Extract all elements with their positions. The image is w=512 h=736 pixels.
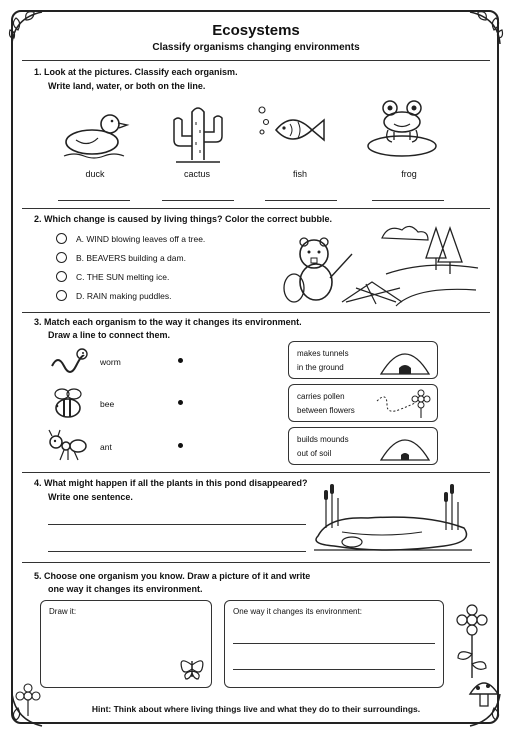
duck-icon xyxy=(62,106,132,162)
answer-line-fish[interactable] xyxy=(265,200,337,201)
divider xyxy=(22,472,490,473)
flower-path-icon xyxy=(375,389,431,419)
q5-prompt-line2: one way it changes its environment. xyxy=(48,584,203,594)
q1-prompt-line2: Write land, water, or both on the line. xyxy=(48,81,206,91)
answer-line-q5-2[interactable] xyxy=(233,669,435,670)
organism-label-frog: frog xyxy=(401,169,417,179)
answer-bubble-b[interactable] xyxy=(56,252,67,263)
q1-prompt-line1: 1. Look at the pictures. Classify each organism. xyxy=(34,67,238,77)
divider xyxy=(22,312,490,313)
beaver-dam-scene-icon xyxy=(286,218,486,310)
match-organism-ant: ant xyxy=(100,442,112,452)
organism-label-fish: fish xyxy=(292,169,307,179)
match-card-mounds[interactable] xyxy=(288,427,438,465)
divider xyxy=(22,208,490,209)
divider xyxy=(22,562,490,563)
option-a-text: A. WIND blowing leaves off a tree. xyxy=(76,234,206,244)
fish-icon xyxy=(256,104,328,154)
card-text: makes tunnels xyxy=(297,349,349,358)
tunnel-mound-icon xyxy=(379,346,431,376)
q4-prompt-line2: Write one sentence. xyxy=(48,492,133,502)
q4-prompt-line1: 4. What might happen if all the plants in this pond disappeared? xyxy=(34,478,308,488)
option-c-text: C. THE SUN melting ice. xyxy=(76,272,170,282)
flower-icon xyxy=(452,604,492,680)
match-organism-worm: worm xyxy=(100,357,121,367)
answer-line-cactus[interactable] xyxy=(162,200,234,201)
write-box-label: One way it changes its environment: xyxy=(233,607,362,616)
option-b-text: B. BEAVERS building a dam. xyxy=(76,253,186,263)
match-card-pollen[interactable] xyxy=(288,384,438,422)
hint-text: Hint: Think about where living things live and what they do to their surroundings. xyxy=(91,704,421,714)
answer-line-q5-1[interactable] xyxy=(233,643,435,644)
answer-line-q4-2[interactable] xyxy=(48,551,306,552)
cactus-icon xyxy=(172,102,224,164)
q3-prompt-line2: Draw a line to connect them. xyxy=(48,330,171,340)
answer-line-duck[interactable] xyxy=(58,200,130,201)
answer-bubble-a[interactable] xyxy=(56,233,67,244)
organism-label-cactus: cactus xyxy=(183,169,210,179)
bee-icon xyxy=(48,386,88,420)
card-text: in the ground xyxy=(297,363,344,372)
match-dot-worm[interactable] xyxy=(178,358,183,363)
organism-label-duck: duck xyxy=(85,169,105,179)
q3-prompt-line1: 3. Match each organism to the way it changes its environment. xyxy=(34,317,302,327)
answer-bubble-c[interactable] xyxy=(56,271,67,282)
page-title: Ecosystems xyxy=(212,22,300,39)
card-text: out of soil xyxy=(297,449,332,458)
q5-prompt-line1: 5. Choose one organism you know. Draw a picture of it and write xyxy=(34,571,311,581)
pond-scene-icon xyxy=(312,480,476,556)
frog-icon xyxy=(364,98,440,162)
page-subtitle: Classify organisms changing environments xyxy=(152,42,360,53)
match-organism-bee: bee xyxy=(100,399,115,409)
option-d-text: D. RAIN making puddles. xyxy=(76,291,172,301)
answer-line-q4-1[interactable] xyxy=(48,524,306,525)
card-text: carries pollen xyxy=(297,392,345,401)
draw-box-label: Draw it: xyxy=(49,607,77,616)
ant-mound-icon xyxy=(379,432,431,462)
match-dot-ant[interactable] xyxy=(178,443,183,448)
q2-prompt: 2. Which change is caused by living things? Color the correct bubble. xyxy=(34,214,333,224)
write-box[interactable] xyxy=(224,600,444,688)
match-card-tunnels[interactable] xyxy=(288,341,438,379)
ant-icon xyxy=(46,428,90,462)
butterfly-icon xyxy=(179,655,205,681)
answer-bubble-d[interactable] xyxy=(56,290,67,301)
match-dot-bee[interactable] xyxy=(178,400,183,405)
divider xyxy=(22,60,490,61)
card-text: builds mounds xyxy=(297,435,349,444)
answer-line-frog[interactable] xyxy=(372,200,444,201)
draw-box[interactable] xyxy=(40,600,212,688)
worm-icon xyxy=(48,344,88,372)
card-text: between flowers xyxy=(297,406,355,415)
